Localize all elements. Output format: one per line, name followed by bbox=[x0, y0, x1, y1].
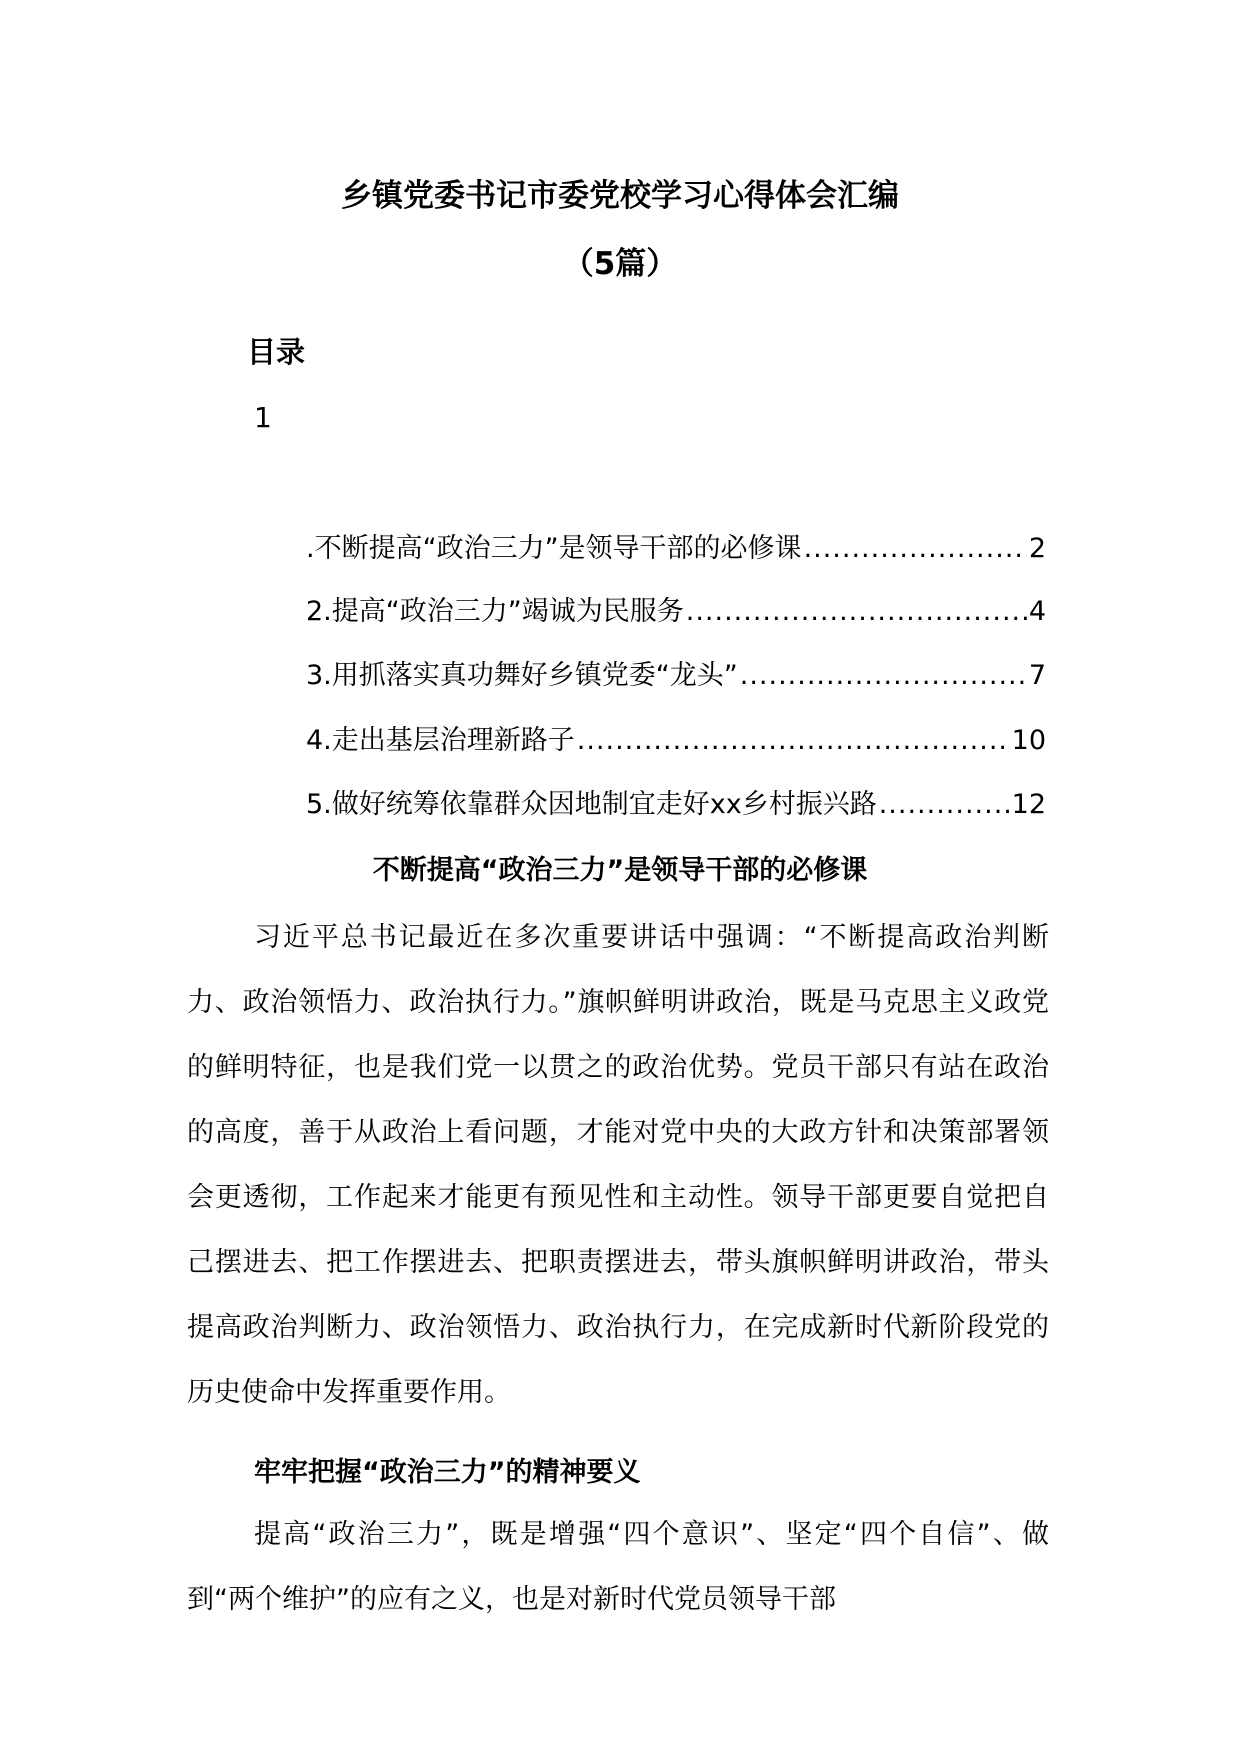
toc-entry[interactable] bbox=[306, 657, 1046, 695]
toc-entry-page: 12 bbox=[1011, 789, 1046, 820]
toc-entry-label: 4.走出基层治理新路子 bbox=[306, 725, 575, 756]
toc-entry[interactable] bbox=[306, 593, 1046, 631]
toc-entry[interactable] bbox=[306, 722, 1046, 760]
toc-heading: 目录 bbox=[247, 335, 306, 369]
toc-entry[interactable] bbox=[306, 786, 1046, 824]
toc-entry-label: 5.做好统筹依靠群众因地制宜走好xx乡村振兴路 bbox=[306, 789, 877, 820]
toc-leader-dots bbox=[804, 530, 1027, 568]
toc-entry-page: 4 bbox=[1028, 596, 1046, 627]
section-subheading: 牢牢把握“政治三力”的精神要义 bbox=[254, 1457, 641, 1488]
toc-leader-dots bbox=[686, 593, 1027, 631]
toc-entry-label: .不断提高“政治三力”是领导干部的必修课 bbox=[306, 533, 802, 564]
toc-leader-dots bbox=[879, 786, 1010, 824]
document-title: 乡镇党委书记市委党校学习心得体会汇编 bbox=[341, 178, 899, 214]
toc-entry-label: 2.提高“政治三力”竭诚为民服务 bbox=[306, 596, 684, 627]
toc-leader-dots bbox=[577, 722, 1010, 760]
toc-entry-page: 7 bbox=[1028, 660, 1046, 691]
body-paragraph: 习近平总书记最近在多次重要讲话中强调：“不断提高政治判断力、政治领悟力、政治执行力。”旗帜鲜明讲政治，既是马克思主义政党的鲜明特征，也是我们党一以贯之的政治优势。党员干部只有站在政治的高度，善于从政治上看问题，才能对党中央的大政方针和决策部署领会更透彻，工作起来才能更有预见性和主动性。领导干部更要自觉把自己摆进去、把工作摆进去、把职责摆进去，带头旗帜鲜明讲政治，带头提高政治判断力、政治领悟力、政治执行力，在完成新时代新阶段党的历史使命中发挥重要作用。 bbox=[187, 922, 1049, 1408]
toc-entry-label: 3.用抓落实真功舞好乡镇党委“龙头” bbox=[306, 660, 738, 691]
section-title: 不断提高“政治三力”是领导干部的必修课 bbox=[372, 855, 868, 886]
document-subtitle: （5篇） bbox=[562, 246, 678, 282]
toc-entry[interactable] bbox=[306, 530, 1046, 568]
toc-number: 1 bbox=[254, 401, 272, 434]
toc-entry-page: 2 bbox=[1028, 533, 1046, 564]
toc-leader-dots bbox=[740, 657, 1027, 695]
toc-entry-page: 10 bbox=[1011, 725, 1046, 756]
body-paragraph: 提高“政治三力”，既是增强“四个意识”、坚定“四个自信”、做到“两个维护”的应有之义，也是对新时代党员领导干部 bbox=[187, 1519, 1049, 1615]
